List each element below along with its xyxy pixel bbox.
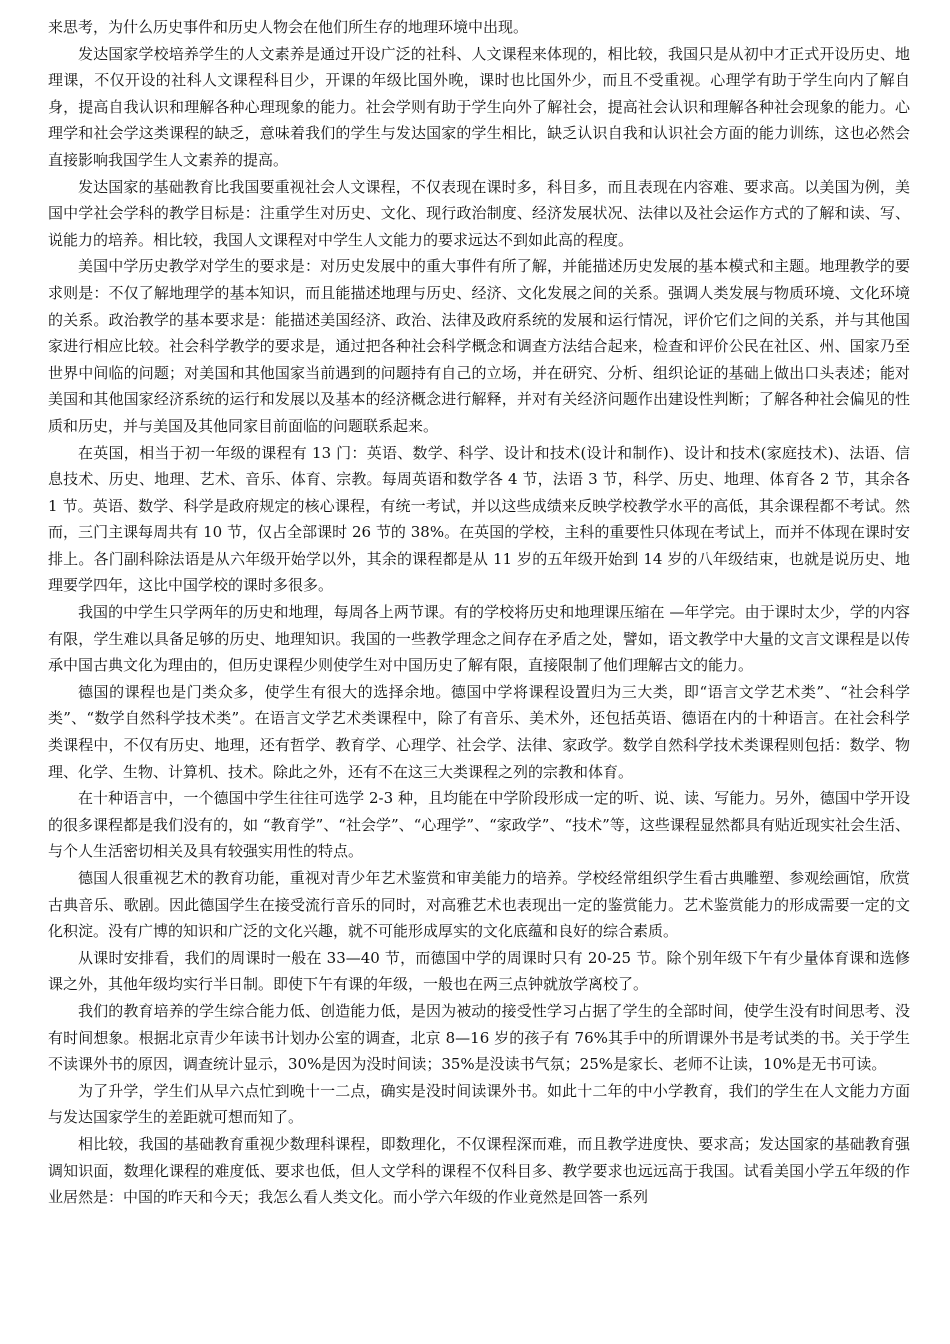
paragraph-3: 发达国家的基础教育比我国要重视社会人文课程，不仅表现在课时多，科目多，而且表现在内容难、要求高。以美国为例，美国中学社会学科的教学目标是：注重学生对历史、文化、现行政治制度、经济发展状况、法律以及社会运作方式的了解和读、写、说能力的培养。相比较，我国人文课程对中学生人文能力的要求远达不到如此高的程度。: [48, 177, 910, 249]
document-body: [48, 14, 910, 1211]
paragraph-9: 德国人很重视艺术的教育功能，重视对青少年艺术鉴赏和审美能力的培养。学校经常组织学生看古典雕塑、参观绘画馆，欣赏古典音乐、歌剧。因此德国学生在接受流行音乐的同时，对高雅艺术也表现出一定的鉴赏能力。艺术鉴赏能力的形成需要一定的文化积淀。没有广博的知识和广泛的文化兴趣，就不可能形成厚实的文化底蕴和良好的综合素质。: [48, 869, 910, 941]
paragraph-5: 在英国，相当于初一年级的课程有 13 门：英语、数学、科学、设计和技术(设计和制作)、设计和技术(家庭技术)、法语、信息技术、历史、地理、艺术、音乐、体育、宗教。每周英语和数学各 4 节，法语 3 节，科学、历史、地理、体育各 2 节，其余各 1 节。英语、数学、科学是政府规定的核心课程，有统一考试，并以这些成绩来反映学校教学水平的高低，其余课程都不考试。然而，三门主课每周共有 10 节，仅占全部课时 26 节的 38%。在英国的学校，主科的重要性只体现在考试上，而并不体现在课时安排上。各门副科除法语是从六年级开始学以外，其余的课程都是从 11 岁的五年级开始到 14 岁的八年级结束，也就是说历史、地理要学四年，这比中国学校的课时多很多。: [48, 443, 910, 595]
paragraph-11: 我们的教育培养的学生综合能力低、创造能力低，是因为被动的接受性学习占据了学生的全部时间，使学生没有时间思考、没有时间想象。根据北京青少年读书计划办公室的调查，北京 8—16 岁的孩子有 76%其手中的所谓课外书是考试类的书。关于学生不读课外书的原因，调查统计显示，30%是因为没时间读；35%是没读书气氛；25%是家长、老师不让读，10%是无书可读。: [48, 1001, 910, 1074]
paragraph-13: 相比较，我国的基础教育重视少数理科课程，即数理化，不仅课程深而难，而且教学进度快、要求高；发达国家的基础教育强调知识面，数理化课程的难度低、要求也低，但人文学科的课程不仅科目多、教学要求也远远高于我国。试看美国小学五年级的作业居然是：中国的昨天和今天；我怎么看人类文化。而小学六年级的作业竟然是回答一系列: [48, 1134, 910, 1207]
paragraph-4: 美国中学历史教学对学生的要求是：对历史发展中的重大事件有所了解，并能描述历史发展的基本模式和主题。地理教学的要求则是：不仅了解地理学的基本知识，而且能描述地理与历史、经济、文化发展之间的关系。强调人类发展与物质环境、文化环境的关系。政治教学的基本要求是：能描述美国经济、政治、法律及政府系统的发展和运行情况，评价它们之间的关系，并与其他国家进行相应比较。社会科学教学的要求是，通过把各种社会科学概念和调查方法结合起来，检查和评价公民在社区、州、国家乃至世界中间临的问题；对美国和其他国家当前遇到的问题持有自己的立场，并在研究、分析、组织论证的基础上做出口头表述；能对美国和其他国家经济系统的运行和发展以及基本的经济概念进行解释，并对有关经济问题作出建设性判断；了解各种社会偏见的性质和历史，并与美国及其他同家目前面临的问题联系起来。: [48, 257, 910, 435]
paragraph-10: 从课时安排看，我们的周课时一般在 33—40 节，而德国中学的周课时只有 20-25 节。除个别年级下午有少量体育课和选修课之外，其他年级均实行半日制。即使下午有课的年级，一般也在两三点钟就放学离校了。: [48, 948, 910, 994]
paragraph-1: 来思考，为什么历史事件和历史人物会在他们所生存的地理环境中出现。: [48, 18, 529, 36]
paragraph-8: 在十种语言中，一个德国中学生往往可选学 2-3 种，且均能在中学阶段形成一定的听、说、读、写能力。另外，德国中学开设的很多课程都是我们没有的，如 “教育学”、“社会学”、“心理学”、“家政学”、“技术”等，这些课程显然都具有贴近现实社会生活、与个人生活密切相关及具有较强实用性的特点。: [48, 789, 910, 861]
paragraph-12: 为了升学，学生们从早六点忙到晚十一二点，确实是没时间读课外书。如此十二年的中小学教育，我们的学生在人文能力方面与发达国家学生的差距就可想而知了。: [48, 1081, 910, 1127]
paragraph-2: 发达国家学校培养学生的人文素养是通过开设广泛的社科、人文课程来体现的，相比较，我国只是从初中才正式开设历史、地理课，不仅开设的社科人文课程科目少，开课的年级比国外晚，课时也比国外少，而且不受重视。心理学有助于学生向内了解自身，提高自我认识和理解各种心理现象的能力。社会学则有助于学生向外了解社会，提高社会认识和理解各种社会现象的能力。心理学和社会学这类课程的缺乏，意味着我们的学生与发达国家的学生相比，缺乏认识自我和认识社会方面的能力训练，这也必然会直接影响我国学生人文素养的提高。: [48, 44, 910, 169]
paragraph-6: 我国的中学生只学两年的历史和地理，每周各上两节课。有的学校将历史和地理课压缩在 —年学完。由于课时太少，学的内容有限，学生难以具备足够的历史、地理知识。我国的一些教学理念之间存在矛盾之处，譬如，语文教学中大量的文言文课程是以传承中国古典文化为理由的，但历史课程少则使学生对中国历史了解有限，直接限制了他们理解古文的能力。: [48, 603, 910, 675]
paragraph-7: 德国的课程也是门类众多，使学生有很大的选择余地。德国中学将课程设置归为三大类，即“语言文学艺术类”、“社会科学类”、“数学自然科学技术类”。在语言文学艺术类课程中，除了有音乐、美术外，还包括英语、德语在内的十种语言。在社会科学类课程中，不仅有历史、地理，还有哲学、教育学、心理学、社会学、法律、家政学。数学自然科学技术类课程则包括：数学、物理、化学、生物、计算机、技术。除此之外，还有不在这三大类课程之列的宗教和体育。: [48, 682, 910, 781]
